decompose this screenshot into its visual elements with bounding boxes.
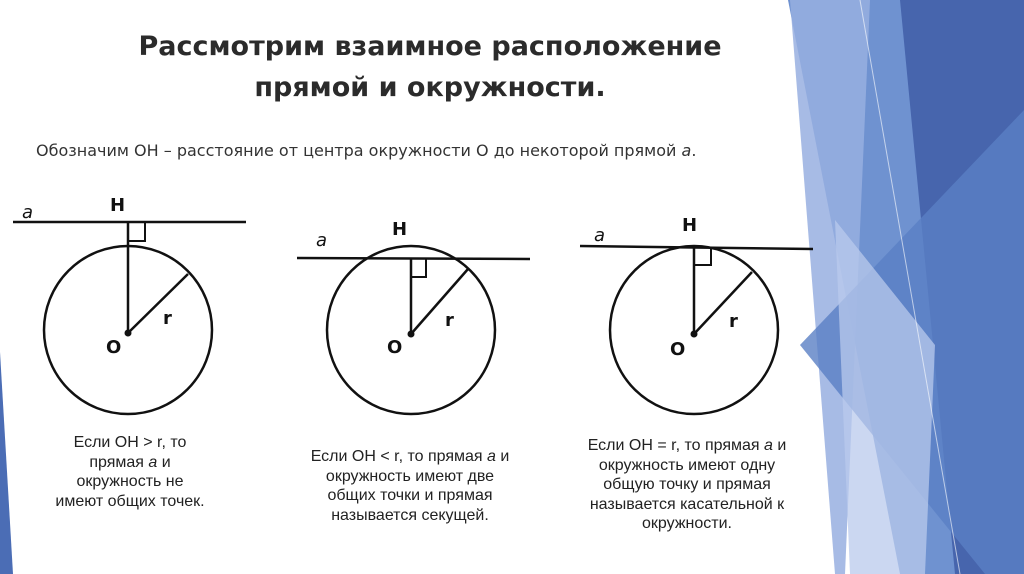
right-angle-mark-1: [128, 222, 145, 241]
caption-case-2: [280, 447, 540, 525]
line-a-2: [297, 258, 530, 259]
caption-line: [280, 486, 540, 506]
caption-text: окружности.: [642, 515, 732, 532]
title-line-2: прямой и окружности.: [254, 72, 606, 103]
subtitle-text: Обозначим ОН – расстояние от центра окружности О до некоторой прямой: [36, 141, 682, 160]
caption-line: [40, 472, 220, 492]
caption-line: [40, 433, 220, 453]
right-angle-mark-3: [694, 247, 711, 265]
line-a-3: [580, 246, 813, 249]
radius-label-3: r: [729, 311, 738, 332]
caption-line: [280, 447, 540, 467]
case-tangent: [580, 215, 813, 414]
caption-text: общую точку и прямая: [603, 476, 771, 493]
center-point-1: [125, 330, 132, 337]
radius-3: [694, 272, 752, 334]
caption-text: Если ОН < r, то прямая: [310, 448, 488, 465]
caption-line: [556, 456, 818, 476]
caption-line: [556, 495, 818, 515]
caption-case-1: [40, 433, 220, 511]
center-label-1: О: [106, 337, 122, 358]
caption-line: [556, 475, 818, 495]
caption-text: окружность имеют одну: [598, 456, 776, 474]
caption-text: Если ОН > r, то: [73, 434, 187, 451]
radius-label-1: r: [163, 308, 172, 329]
subtitle-period: .: [691, 141, 697, 160]
caption-text: имеют общих точек.: [55, 492, 205, 510]
caption-line-var: а: [764, 437, 773, 454]
caption-text: называется секущей.: [331, 506, 489, 524]
radius-2: [411, 269, 468, 334]
foot-label-2: H: [392, 219, 408, 240]
case-no-intersection: [13, 195, 246, 414]
caption-text: окружность имеют две: [325, 467, 495, 485]
caption-text: прямая: [89, 453, 149, 471]
caption-line: [280, 467, 540, 487]
caption-text: и: [772, 437, 787, 454]
center-point-2: [408, 331, 415, 338]
line-label-2: а: [316, 230, 328, 251]
caption-line-var: а: [487, 448, 496, 465]
caption-text: называется касательной к: [589, 495, 785, 513]
caption-line: [280, 506, 540, 526]
foot-label-1: H: [110, 195, 126, 216]
radius-label-2: r: [445, 310, 454, 331]
caption-line: [40, 453, 220, 473]
caption-text: и: [157, 453, 171, 471]
line-label-3: а: [594, 225, 606, 246]
subtitle-line-var: а: [681, 141, 692, 160]
radius-1: [128, 274, 188, 333]
title-line-1: Рассмотрим взаимное расположение: [138, 31, 722, 62]
caption-case-3: [556, 436, 818, 534]
center-point-3: [691, 331, 698, 338]
center-label-2: О: [387, 337, 403, 358]
caption-line: [556, 514, 818, 534]
caption-text: и: [495, 448, 510, 465]
caption-text: окружность не: [76, 473, 184, 490]
caption-text: общих точки и прямая: [327, 487, 493, 504]
caption-line-var: а: [148, 453, 158, 471]
caption-line: [556, 436, 818, 456]
foot-label-3: H: [682, 215, 698, 236]
caption-line: [40, 492, 220, 512]
line-label-1: а: [22, 202, 34, 223]
right-angle-mark-2: [411, 259, 426, 277]
caption-text: Если ОН = r, то прямая: [587, 437, 765, 454]
case-secant: [297, 219, 530, 414]
center-label-3: О: [670, 339, 686, 360]
